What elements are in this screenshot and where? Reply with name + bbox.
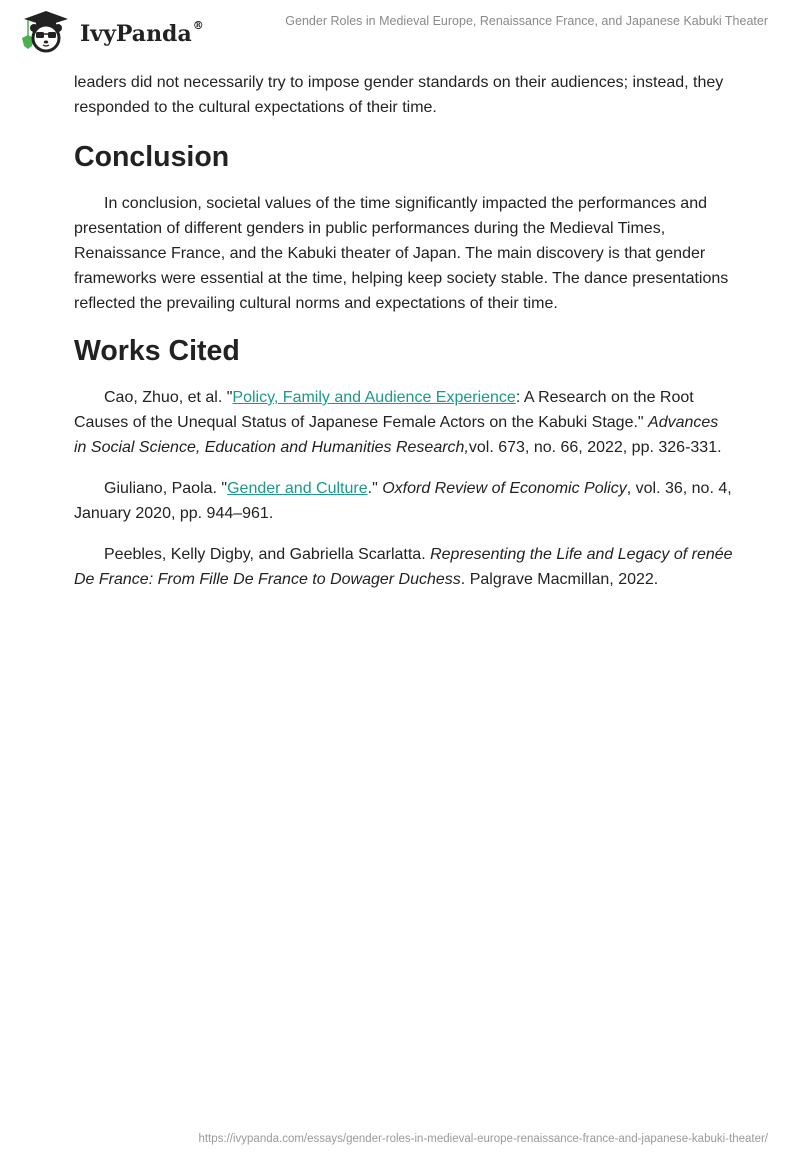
journal-title: Advances in Social Science, Education and Humanities Research,	[74, 414, 719, 456]
page-header	[0, 0, 800, 60]
citation-link-gender-and-culture[interactable]: Gender and Culture	[227, 480, 368, 497]
footer-url[interactable]: https://ivypanda.com/essays/gender-roles-in-medieval-europe-renaissance-france-and-japanese-kabuki-theater/	[198, 1133, 768, 1145]
essay-content	[74, 70, 734, 608]
conclusion-paragraph: In conclusion, societal values of the time significantly impacted the performances and presentation of different genders in public performances during the Medieval Times, Renaissance France, and the Kabuki theater of Japan. The main discovery is that gender frameworks were essential at the time, helping keep society stable. The dance presentations reflected the prevailing cultural norms and expectations of their time.	[74, 195, 729, 312]
journal-title: Oxford Review of Economic Policy	[382, 480, 627, 497]
citation-giuliano: Giuliano, Paola. "Gender and Culture." Oxford Review of Economic Policy, vol. 36, no. 4, January 2020, pp. 944–961.	[74, 480, 732, 522]
book-title: Representing the Life and Legacy of renée De France: From Fille De France to Dowager Duchess	[74, 546, 733, 588]
citation-cao: Cao, Zhuo, et al. "Policy, Family and Audience Experience: A Research on the Root Causes of the Unequal Status of Japanese Female Actors on the Kabuki Stage." Advances in Social Science, Education and Humanities Research,vol. 673, no. 66, 2022, pp. 326-331.	[74, 389, 722, 456]
panda-graduate-icon	[16, 8, 74, 54]
ivypanda-logo[interactable]	[16, 8, 204, 54]
citation-link-policy-family[interactable]: Policy, Family and Audience Experience	[232, 389, 516, 406]
works-cited-heading: Works Cited	[74, 335, 240, 367]
brand-name: IvyPanda®	[80, 18, 204, 47]
intro-paragraph: leaders did not necessarily try to impose gender standards on their audiences; instead, they responded to the cultural expectations of their time.	[74, 74, 724, 116]
citation-peebles: Peebles, Kelly Digby, and Gabriella Scarlatta. Representing the Life and Legacy of renée De France: From Fille De France to Dowager Duchess. Palgrave Macmillan, 2022.	[74, 546, 733, 588]
document-title: Gender Roles in Medieval Europe, Renaissance France, and Japanese Kabuki Theater	[285, 14, 768, 28]
conclusion-heading: Conclusion	[74, 141, 230, 173]
